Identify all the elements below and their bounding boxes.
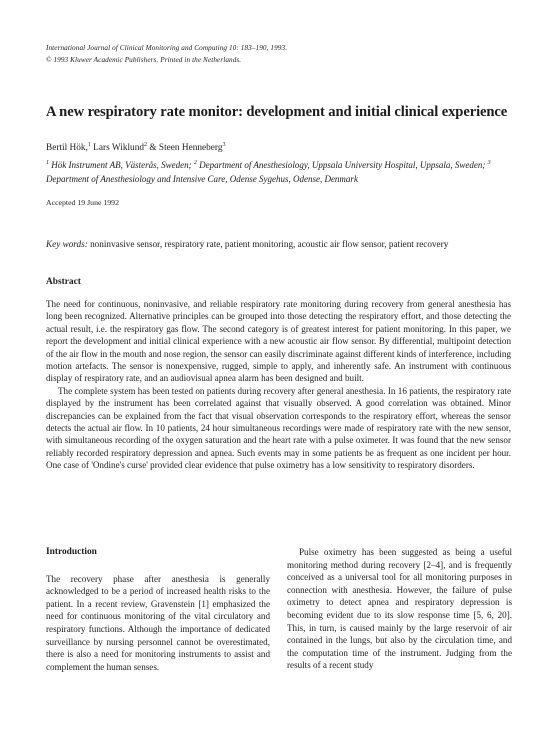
author-affiliation-mark: 1: [87, 141, 91, 148]
keywords-text: noninvasive sensor, respiratory rate, patient monitoring, acoustic air flow sensor, patient recovery: [87, 239, 449, 249]
affiliation-mark: 3: [487, 160, 491, 166]
author-name: Lars Wiklund: [90, 143, 145, 153]
author-affiliation-mark: 2: [144, 141, 148, 148]
body-paragraph: The recovery phase after anesthesia is generally acknowledged to be a period of increased health risks to the patient. In a recent review, Gravenstein [1] emphasized the need for continuous monitoring of the vital circulatory and respiratory functions. Although the importance of dedicated surveillance by nursing personnel cannot be overestimated, there is also a need for monitoring instruments to assist and complement the human senses.: [46, 573, 270, 672]
affiliation-text: Hök Instrument AB, Västerås, Sweden;: [49, 160, 194, 170]
journal-copyright: © 1993 Kluwer Academic Publishers. Printed in the Netherlands.: [46, 56, 242, 64]
accepted-date: Accepted 19 June 1992: [46, 198, 119, 207]
abstract-paragraph: The complete system has been tested on patients during recovery after general anesthesia. In 16 patients, the respiratory rate displayed by the instrument has been correlated against that visually observed. A good correlation was obtained. Minor discrepancies can be explained from the fact that visual observation corresponds to the respiratory effort, whereas the sensor detects the actual air flow. In 10 patients, 24 hour simultaneous recordings were made of respiratory rate with the new sensor, with simultaneous recording of the oxygen saturation and the heart rate with a pulse oximeter. It was found that the new sensor reliably recorded respiratory depression and apnea. Such events may in some patients be as frequent as one incident per hour. One case of 'Ondine's curse' provided clear evidence that pulse oximetry has a low sensitivity to respiratory disorders.: [46, 385, 511, 471]
abstract-body: [46, 298, 511, 472]
paper-title: A new respiratory rate monitor: development and initial clinical experience: [46, 104, 508, 120]
affiliation-text: Department of Anesthesiology, Uppsala University Hospital, Uppsala, Sweden;: [196, 160, 488, 170]
keywords-label: Key words:: [46, 239, 88, 249]
journal-citation: International Journal of Clinical Monitoring and Computing 10: 183–190, 1993.: [46, 44, 288, 52]
introduction-heading: Introduction: [46, 547, 97, 557]
abstract-heading: Abstract: [46, 277, 81, 287]
affiliation-mark: 1: [46, 160, 49, 166]
abstract-paragraph: The need for continuous, noninvasive, and reliable respiratory rate monitoring during recovery from general anesthesia has long been recognized. Alternative principles can be grouped into those detecting the respiratory effort, and those detecting the actual result, i.e. the respiratory gas flow. The second category is of greatest interest for patient monitoring. In this paper, we report the development and initial clinical experience with a new acoustic air flow sensor. By differential, multipoint detection of the air flow in the mouth and nose region, the sensor can easily discriminate against different kinds of interference, including motion artefacts. The sensor is nonexpensive, rugged, simple to apply, and inherently safe. An instrument with continuous display of respiratory rate, and an audiovisual apnea alarm has been designed and built.: [46, 299, 511, 384]
author-name: Bertil Hök,: [46, 143, 88, 153]
keywords: [46, 238, 506, 251]
right-column: [287, 546, 512, 672]
author-list: [46, 143, 226, 153]
author-name: & Steen Henneberg: [147, 143, 223, 153]
author-affiliation-mark: 3: [222, 141, 226, 148]
affiliation-mark: 2: [193, 160, 197, 166]
journal-header: [46, 42, 466, 66]
left-column: [46, 546, 270, 673]
affiliation-text: Department of Anesthesiology and Intensive Care, Odense Sygehus, Odense, Denmark: [46, 174, 358, 184]
body-paragraph: Pulse oximetry has been suggested as being a useful monitoring method during recovery [2–4], and is frequently conceived as a universal tool for all monitoring purposes in connection with anesthesia. However, the failure of pulse oximetry to detect apnea and respiratory depression is becoming evident due to its slow response time [5, 6, 20]. This, in turn, is caused mainly by the large reservoir of air contained in the lungs, but also by the circulation time, and the computation time of the instrument. Judging from the results of a recent study: [287, 547, 512, 671]
affiliations: [46, 158, 516, 186]
